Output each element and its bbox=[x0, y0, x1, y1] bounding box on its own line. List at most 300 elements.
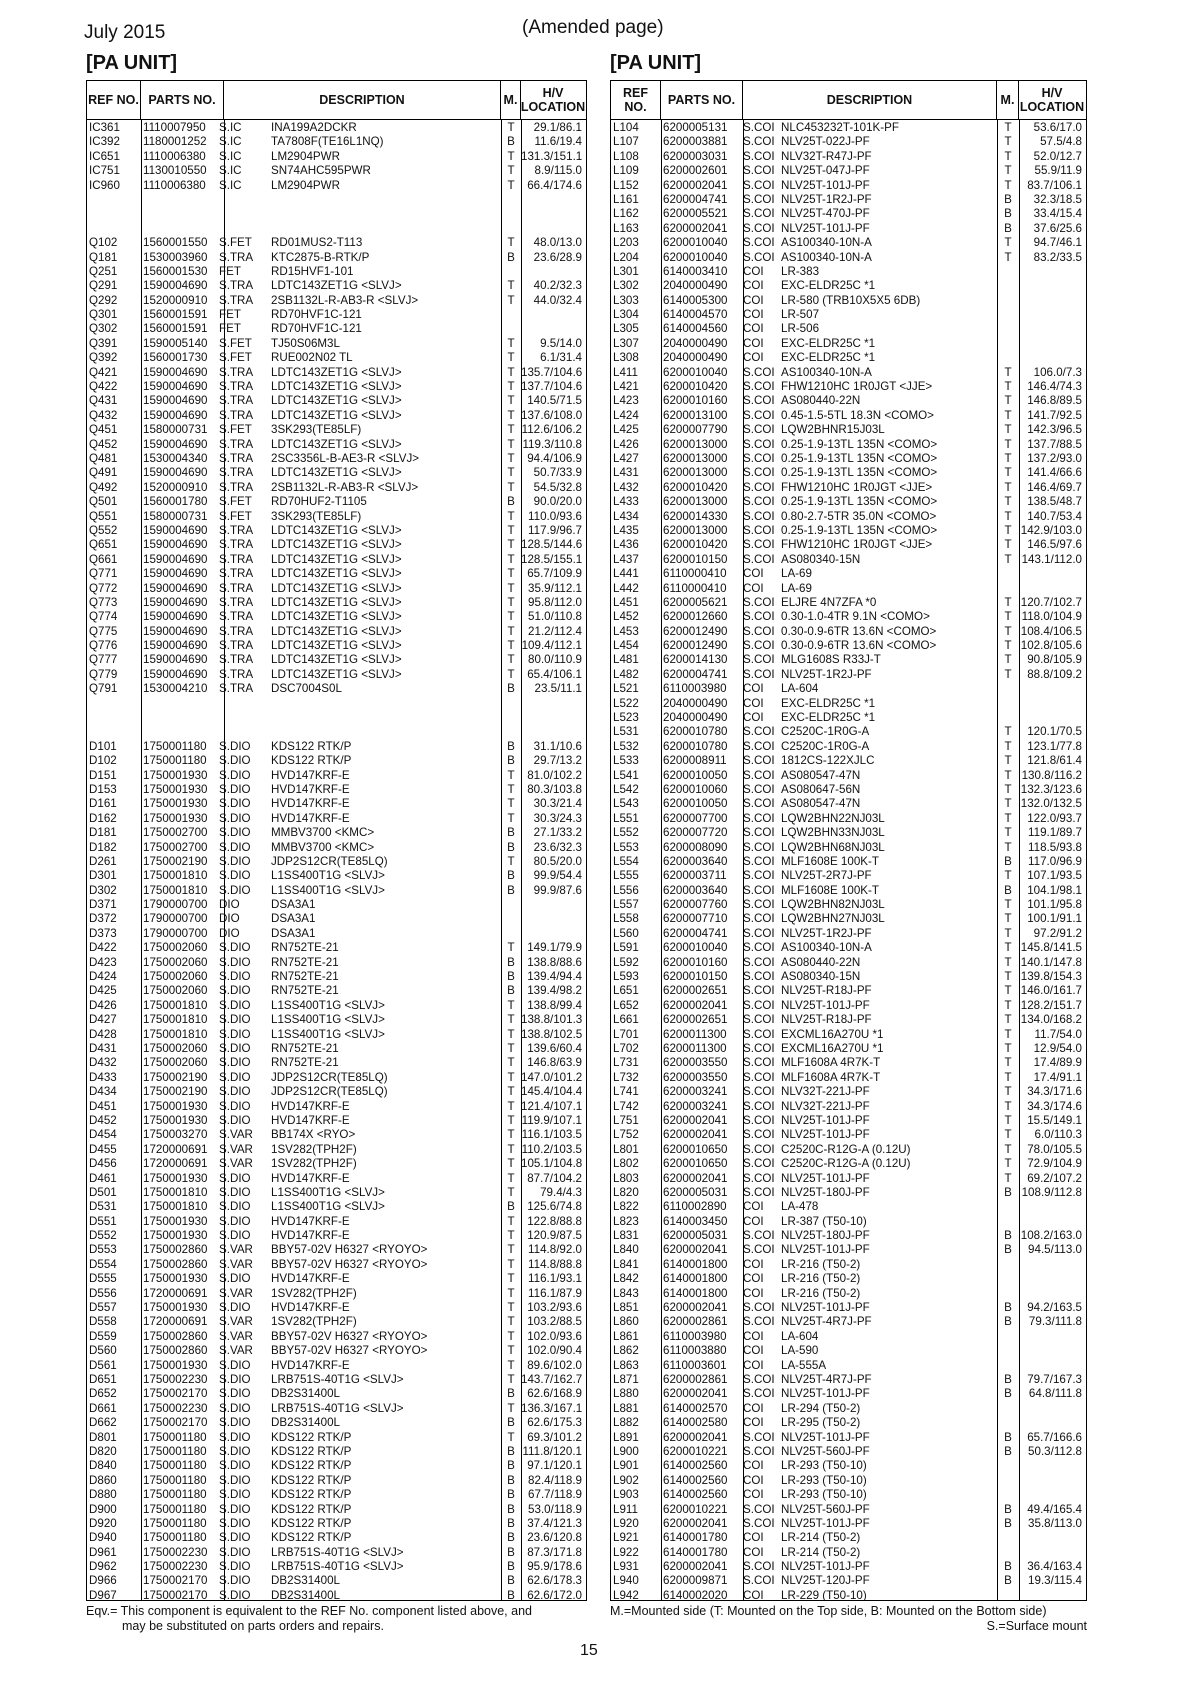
parts-no: 6200002041 bbox=[663, 1301, 728, 1315]
mounted-side: T bbox=[507, 336, 515, 350]
description: 3SK293(TE85LF) bbox=[271, 423, 362, 437]
mounted-side bbox=[997, 1589, 1019, 1601]
table-row bbox=[611, 625, 1086, 639]
description: EXC-ELDR25C *1 bbox=[781, 351, 876, 365]
description: NLV25T-101J-PF bbox=[781, 1560, 870, 1574]
parts-no: 1750001180 bbox=[143, 1444, 207, 1458]
hv-location: 32.3/18.5 bbox=[1033, 192, 1082, 206]
table-row bbox=[87, 1287, 586, 1301]
parts-type: COI bbox=[743, 1473, 764, 1487]
parts-type: S.VAR bbox=[219, 1315, 253, 1329]
ref-no: L551 bbox=[613, 811, 639, 825]
parts-no: 6200011300 bbox=[663, 1027, 727, 1041]
table-row bbox=[611, 1503, 1086, 1517]
mounted-side: B bbox=[507, 955, 515, 969]
parts-type: S.DIO bbox=[219, 1272, 251, 1286]
table-row bbox=[87, 1128, 586, 1142]
mounted-side: T bbox=[1004, 610, 1012, 624]
ref-no: L661 bbox=[613, 1013, 639, 1027]
parts-type: S.TRA bbox=[219, 667, 254, 681]
parts-type: S.DIO bbox=[219, 1056, 251, 1070]
parts-type: S.COI bbox=[743, 408, 775, 422]
table-row bbox=[87, 898, 586, 912]
description: LDTC143ZET1G <SLVJ> bbox=[271, 624, 402, 638]
table-row bbox=[87, 351, 586, 365]
ref-no: D552 bbox=[89, 1229, 117, 1243]
parts-no: 6140001780 bbox=[663, 1545, 728, 1559]
description: EXC-ELDR25C *1 bbox=[781, 279, 876, 293]
parts-no: 1750001810 bbox=[143, 883, 208, 897]
parts-no: 1590004690 bbox=[143, 408, 208, 422]
description: L1SS400T1G <SLVJ> bbox=[271, 869, 385, 883]
hv-location: 6.1/31.4 bbox=[540, 351, 582, 365]
table-row bbox=[87, 251, 586, 265]
description: LR-506 bbox=[781, 322, 820, 336]
description: FHW1210HC 1R0JGT <JJE> bbox=[781, 380, 933, 394]
parts-no: 1590004690 bbox=[143, 639, 208, 653]
table-row bbox=[87, 1431, 586, 1445]
parts-type: S.TRA bbox=[219, 624, 254, 638]
mounted-side bbox=[997, 1359, 1019, 1373]
mounted-side: T bbox=[507, 1142, 515, 1156]
table-row bbox=[87, 394, 586, 408]
description: AS080647-56N bbox=[781, 782, 861, 796]
parts-type: S.COI bbox=[743, 1185, 775, 1199]
hv-location: 30.3/21.4 bbox=[533, 797, 582, 811]
table-row bbox=[87, 495, 586, 509]
parts-no: 6200013000 bbox=[663, 437, 728, 451]
mounted-side: T bbox=[1004, 653, 1012, 667]
parts-type: S.COI bbox=[743, 1070, 775, 1084]
description: KDS122 RTK/P bbox=[271, 1531, 352, 1545]
parts-no: 1750002860 bbox=[143, 1243, 208, 1257]
parts-type: COI bbox=[743, 336, 764, 350]
table-row bbox=[611, 1071, 1086, 1085]
ref-no: L542 bbox=[613, 782, 639, 796]
mounted-side: T bbox=[507, 365, 515, 379]
table-row bbox=[87, 582, 586, 596]
description: HVD147KRF-E bbox=[271, 1272, 350, 1286]
description: LDTC143ZET1G <SLVJ> bbox=[271, 466, 402, 480]
parts-no: 6200009871 bbox=[663, 1574, 728, 1588]
mounted-side: T bbox=[507, 1099, 515, 1113]
parts-no: 6200002041 bbox=[663, 1113, 728, 1127]
table-row bbox=[611, 1359, 1086, 1373]
hv-location: 122.0/93.7 bbox=[1027, 811, 1082, 825]
ref-no: L742 bbox=[613, 1099, 639, 1113]
hv-location bbox=[1019, 1488, 1085, 1502]
ref-no: Q551 bbox=[89, 509, 118, 523]
mounted-side: T bbox=[507, 854, 515, 868]
table-row bbox=[87, 625, 586, 639]
description: C2520C-R12G-A (0.12U) bbox=[781, 1157, 911, 1171]
table-row bbox=[611, 1474, 1086, 1488]
description: LDTC143ZET1G <SLVJ> bbox=[271, 567, 402, 581]
parts-no: 6140001780 bbox=[663, 1531, 728, 1545]
parts-type: COI bbox=[743, 1286, 764, 1300]
ref-no: L304 bbox=[613, 308, 639, 322]
ref-no: L421 bbox=[613, 380, 639, 394]
parts-type: S.COI bbox=[743, 207, 775, 221]
mounted-side: B bbox=[507, 1516, 515, 1530]
ref-no: D151 bbox=[89, 768, 117, 782]
description: NLV25T-101J-PF bbox=[781, 1128, 870, 1142]
parts-type: S.DIO bbox=[219, 1085, 251, 1099]
ref-no: L752 bbox=[613, 1128, 639, 1142]
parts-no: 6200010420 bbox=[663, 380, 728, 394]
parts-type: COI bbox=[743, 711, 764, 725]
table-row bbox=[87, 1071, 586, 1085]
ref-no: D556 bbox=[89, 1286, 117, 1300]
parts-no: 6200002601 bbox=[663, 164, 728, 178]
table-row bbox=[87, 1258, 586, 1272]
col-desc-header: DESCRIPTION bbox=[224, 81, 501, 119]
hv-location: 65.7/166.6 bbox=[1027, 1430, 1082, 1444]
hv-location: 23.6/120.8 bbox=[527, 1531, 582, 1545]
hv-location: 23.6/32.3 bbox=[533, 840, 582, 854]
mounted-side: T bbox=[507, 667, 515, 681]
hv-location: 65.7/109.9 bbox=[527, 567, 582, 581]
hv-location: 17.4/89.9 bbox=[1033, 1056, 1082, 1070]
description: AS080440-22N bbox=[781, 955, 861, 969]
ref-no: L554 bbox=[613, 854, 639, 868]
hv-location bbox=[1019, 265, 1085, 279]
mounted-side: B bbox=[507, 1459, 515, 1473]
mounted-side: T bbox=[507, 1013, 515, 1027]
ref-no: L427 bbox=[613, 451, 639, 465]
table-row bbox=[611, 797, 1086, 811]
hv-location: 102.0/93.6 bbox=[527, 1329, 582, 1343]
table-row bbox=[611, 1546, 1086, 1560]
ref-no: L823 bbox=[613, 1214, 639, 1228]
hv-location: 87.7/104.2 bbox=[527, 1171, 582, 1185]
description: AS080340-15N bbox=[781, 970, 861, 984]
table-row bbox=[87, 1531, 586, 1545]
parts-no: 6200008090 bbox=[663, 840, 728, 854]
parts-no: 6200013000 bbox=[663, 466, 728, 480]
mounted-side: T bbox=[507, 538, 515, 552]
parts-type: S.DIO bbox=[219, 984, 251, 998]
hv-location bbox=[521, 898, 585, 912]
ref-no: D920 bbox=[89, 1516, 117, 1530]
parts-type: S.DIO bbox=[219, 1416, 251, 1430]
parts-type: S.DIO bbox=[219, 797, 251, 811]
mounted-side: T bbox=[1004, 1157, 1012, 1171]
mounted-side: T bbox=[1004, 164, 1012, 178]
description: KDS122 RTK/P bbox=[271, 1502, 352, 1516]
parts-no: 1750001810 bbox=[143, 869, 208, 883]
table-row bbox=[87, 1143, 586, 1157]
mounted-side: B bbox=[1004, 207, 1012, 221]
ref-no: D559 bbox=[89, 1329, 117, 1343]
hv-location bbox=[1019, 582, 1085, 596]
parts-no: 6200008911 bbox=[663, 754, 727, 768]
ref-no: D451 bbox=[89, 1099, 117, 1113]
table-row bbox=[611, 164, 1086, 178]
mounted-side: T bbox=[1004, 480, 1012, 494]
table-row bbox=[87, 438, 586, 452]
mounted-side: T bbox=[507, 653, 515, 667]
parts-no: 6200010780 bbox=[663, 725, 728, 739]
table-row bbox=[87, 754, 586, 768]
ref-no: L871 bbox=[613, 1372, 639, 1386]
hv-location: 137.6/108.0 bbox=[521, 408, 583, 422]
hv-location: 79.3/111.8 bbox=[1028, 1315, 1082, 1329]
description: NLV25T-101J-PF bbox=[781, 178, 870, 192]
ref-no: L803 bbox=[613, 1171, 639, 1185]
description: LA-590 bbox=[781, 1344, 819, 1358]
hv-location bbox=[1019, 1531, 1085, 1545]
hv-location: 146.4/74.3 bbox=[1027, 380, 1082, 394]
parts-type: S.TRA bbox=[219, 639, 254, 653]
table-row bbox=[611, 1387, 1086, 1401]
ref-no: D561 bbox=[89, 1358, 117, 1372]
parts-type: S.DIO bbox=[219, 970, 251, 984]
parts-type: S.COI bbox=[743, 394, 775, 408]
hv-location: 97.1/120.1 bbox=[527, 1459, 582, 1473]
parts-type: S.TRA bbox=[219, 567, 254, 581]
parts-type: S.COI bbox=[743, 667, 775, 681]
table-row bbox=[611, 538, 1086, 552]
description: NLV25T-101J-PF bbox=[781, 1113, 870, 1127]
parts-no: 1750001930 bbox=[143, 782, 208, 796]
hv-location: 35.8/113.0 bbox=[1028, 1516, 1082, 1530]
ref-no: D880 bbox=[89, 1488, 117, 1502]
parts-type: S.FET bbox=[219, 336, 252, 350]
hv-location bbox=[521, 927, 585, 941]
hv-location: 53.0/118.9 bbox=[528, 1502, 582, 1516]
ref-no: Q791 bbox=[89, 682, 118, 696]
parts-no: 1590004690 bbox=[143, 610, 208, 624]
table-row bbox=[87, 1186, 586, 1200]
description: LRB751S-40T1G <SLVJ> bbox=[271, 1401, 404, 1415]
mounted-side: T bbox=[507, 451, 515, 465]
mounted-side bbox=[997, 1531, 1019, 1545]
ref-no: D428 bbox=[89, 1027, 117, 1041]
description: NLV25T-101J-PF bbox=[781, 1243, 870, 1257]
parts-type: S.TRA bbox=[219, 408, 254, 422]
ref-no: D162 bbox=[89, 811, 117, 825]
parts-type: S.VAR bbox=[219, 1344, 253, 1358]
parts-no: 1750001930 bbox=[143, 1171, 208, 1185]
mounted-side bbox=[501, 322, 521, 336]
table-row bbox=[87, 941, 586, 955]
ref-no: Q392 bbox=[89, 351, 118, 365]
ref-no: D820 bbox=[89, 1444, 117, 1458]
mounted-side bbox=[997, 1272, 1019, 1286]
ref-no: Q492 bbox=[89, 480, 118, 494]
hv-location: 81.0/102.2 bbox=[527, 768, 582, 782]
ref-no: L441 bbox=[613, 567, 639, 581]
ref-no: L652 bbox=[613, 998, 639, 1012]
parts-type: S.COI bbox=[743, 754, 775, 768]
col-ref-header: REF NO. bbox=[611, 81, 661, 119]
mounted-side: B bbox=[507, 135, 515, 149]
description: DSC7004S0L bbox=[271, 682, 342, 696]
ref-no: L423 bbox=[613, 394, 639, 408]
mounted-side: T bbox=[507, 1272, 515, 1286]
ref-no: L556 bbox=[613, 883, 639, 897]
ref-no: L162 bbox=[613, 207, 639, 221]
parts-type: S.DIO bbox=[219, 754, 251, 768]
description: 0.25-1.9-13TL 135N <COMO> bbox=[781, 523, 938, 537]
mounted-side bbox=[997, 1344, 1019, 1358]
ref-no: D652 bbox=[89, 1387, 117, 1401]
hv-location: 136.3/167.1 bbox=[521, 1401, 583, 1415]
description: AS100340-10N-A bbox=[781, 365, 872, 379]
table-row bbox=[611, 222, 1086, 236]
hv-location: 94.7/46.1 bbox=[1033, 236, 1082, 250]
parts-type: S.DIO bbox=[219, 1459, 251, 1473]
hv-location: 37.6/25.6 bbox=[1033, 221, 1082, 235]
parts-no: 1590004690 bbox=[143, 667, 208, 681]
date: July 2015 bbox=[84, 22, 166, 43]
hv-location: 83.7/106.1 bbox=[1027, 178, 1082, 192]
parts-type: COI bbox=[743, 1545, 764, 1559]
description: LA-604 bbox=[781, 682, 819, 696]
parts-type: S.FET bbox=[219, 351, 252, 365]
hv-location: 49.4/165.4 bbox=[1027, 1502, 1082, 1516]
hv-location bbox=[1019, 1589, 1085, 1601]
ref-no: L593 bbox=[613, 970, 639, 984]
table-row bbox=[611, 510, 1086, 524]
table-row bbox=[87, 510, 586, 524]
parts-no: 6140001800 bbox=[663, 1272, 728, 1286]
table-row bbox=[87, 970, 586, 984]
parts-no: 6200010650 bbox=[663, 1157, 728, 1171]
description: NLV25T-4R7J-PF bbox=[781, 1315, 872, 1329]
amended-note: (Amended page) bbox=[522, 17, 664, 38]
parts-no: 2040000490 bbox=[663, 351, 728, 365]
parts-type: S.DIO bbox=[219, 1200, 251, 1214]
ref-no: L204 bbox=[613, 250, 639, 264]
table-row bbox=[611, 294, 1086, 308]
parts-type: S.COI bbox=[743, 538, 775, 552]
hv-location: 57.5/4.8 bbox=[1040, 135, 1082, 149]
hv-location: 69.3/101.2 bbox=[527, 1430, 582, 1444]
col-loc-header: H/V LOCATION bbox=[520, 85, 586, 114]
parts-type: S.COI bbox=[743, 380, 775, 394]
hv-location: 89.6/102.0 bbox=[527, 1358, 582, 1372]
ref-no: L307 bbox=[613, 336, 639, 350]
table-row bbox=[611, 1517, 1086, 1531]
parts-type: S.COI bbox=[743, 1113, 775, 1127]
hv-location: 21.2/112.4 bbox=[528, 624, 582, 638]
parts-type: S.DIO bbox=[219, 869, 251, 883]
description: LR-507 bbox=[781, 308, 820, 322]
mounted-side: T bbox=[507, 380, 515, 394]
parts-type: S.VAR bbox=[219, 1286, 253, 1300]
description: BB174X <RYO> bbox=[271, 1128, 356, 1142]
ref-no: L751 bbox=[613, 1113, 639, 1127]
ref-no: L541 bbox=[613, 768, 639, 782]
ref-no: L303 bbox=[613, 293, 639, 307]
mounted-side: T bbox=[507, 811, 515, 825]
ref-no: L920 bbox=[613, 1516, 639, 1530]
mounted-side bbox=[997, 711, 1019, 725]
ref-no: L902 bbox=[613, 1473, 639, 1487]
mounted-side: T bbox=[507, 423, 515, 437]
ref-no: L434 bbox=[613, 509, 639, 523]
ref-no: D433 bbox=[89, 1070, 117, 1084]
table-row bbox=[611, 308, 1086, 322]
parts-no: 1110007950 bbox=[143, 121, 206, 134]
ref-no: L454 bbox=[613, 639, 639, 653]
description: AS080547-47N bbox=[781, 797, 861, 811]
description: NLV32T-221J-PF bbox=[781, 1085, 870, 1099]
table-row bbox=[87, 481, 586, 495]
ref-no: D860 bbox=[89, 1473, 117, 1487]
hv-location: 119.3/110.8 bbox=[522, 437, 582, 451]
parts-type: S.TRA bbox=[219, 480, 254, 494]
mounted-side: T bbox=[507, 782, 515, 796]
hv-location bbox=[521, 265, 585, 279]
mounted-side: T bbox=[1004, 941, 1012, 955]
ref-no: L522 bbox=[613, 696, 639, 710]
parts-no: 1750001930 bbox=[143, 1229, 208, 1243]
parts-type: S.COI bbox=[743, 826, 775, 840]
parts-type: S.COI bbox=[743, 250, 775, 264]
table-row bbox=[611, 495, 1086, 509]
ref-no: D422 bbox=[89, 941, 117, 955]
parts-type: S.COI bbox=[743, 552, 775, 566]
ref-no: D425 bbox=[89, 984, 117, 998]
parts-no: 1520000910 bbox=[143, 480, 208, 494]
parts-type: COI bbox=[743, 293, 764, 307]
parts-no: 6200007700 bbox=[663, 811, 728, 825]
parts-type: COI bbox=[743, 682, 764, 696]
parts-type: S.DIO bbox=[219, 1401, 251, 1415]
parts-no: 1750002060 bbox=[143, 1042, 208, 1055]
description: MMBV3700 <KMC> bbox=[271, 840, 375, 854]
hv-location: 65.4/106.1 bbox=[527, 667, 582, 681]
parts-no: 1520000910 bbox=[143, 293, 208, 307]
parts-no: 1720000691 bbox=[143, 1157, 208, 1171]
parts-type: S.COI bbox=[743, 1243, 775, 1257]
parts-type: S.DIO bbox=[219, 1588, 251, 1601]
mounted-side bbox=[997, 582, 1019, 596]
parts-type: S.DIO bbox=[219, 854, 251, 868]
ref-no: L732 bbox=[613, 1070, 639, 1084]
parts-type: COI bbox=[743, 1344, 764, 1358]
hv-location: 138.5/48.7 bbox=[1027, 495, 1082, 509]
table-row bbox=[611, 754, 1086, 768]
ref-no: Q391 bbox=[89, 336, 118, 350]
mounted-side: T bbox=[1004, 984, 1012, 998]
hv-location bbox=[1019, 322, 1085, 336]
parts-no: 6200003241 bbox=[663, 1085, 728, 1099]
mounted-side: T bbox=[507, 998, 515, 1012]
description: EXCML16A270U *1 bbox=[781, 1042, 884, 1055]
description: NLV25T-101J-PF bbox=[781, 1171, 870, 1185]
mounted-side: T bbox=[507, 1157, 515, 1171]
parts-type: S.TRA bbox=[219, 653, 254, 667]
parts-type: S.COI bbox=[743, 1502, 775, 1516]
hv-location: 131.3/151.1 bbox=[521, 149, 583, 163]
mounted-side: T bbox=[1004, 1128, 1012, 1142]
mounted-side: T bbox=[507, 941, 515, 955]
ref-no: L702 bbox=[613, 1042, 639, 1055]
parts-no: 6110000410 bbox=[663, 581, 727, 595]
parts-no: 6110003980 bbox=[663, 682, 727, 696]
description: AS100340-10N-A bbox=[781, 941, 872, 955]
hv-location: 130.8/116.2 bbox=[1021, 768, 1082, 782]
parts-no: 6200002861 bbox=[663, 1372, 728, 1386]
ref-no: Q777 bbox=[89, 653, 118, 667]
parts-no: 1750001180 bbox=[143, 1488, 207, 1502]
hv-location: 9.5/14.0 bbox=[540, 336, 582, 350]
ref-no: D558 bbox=[89, 1315, 117, 1329]
